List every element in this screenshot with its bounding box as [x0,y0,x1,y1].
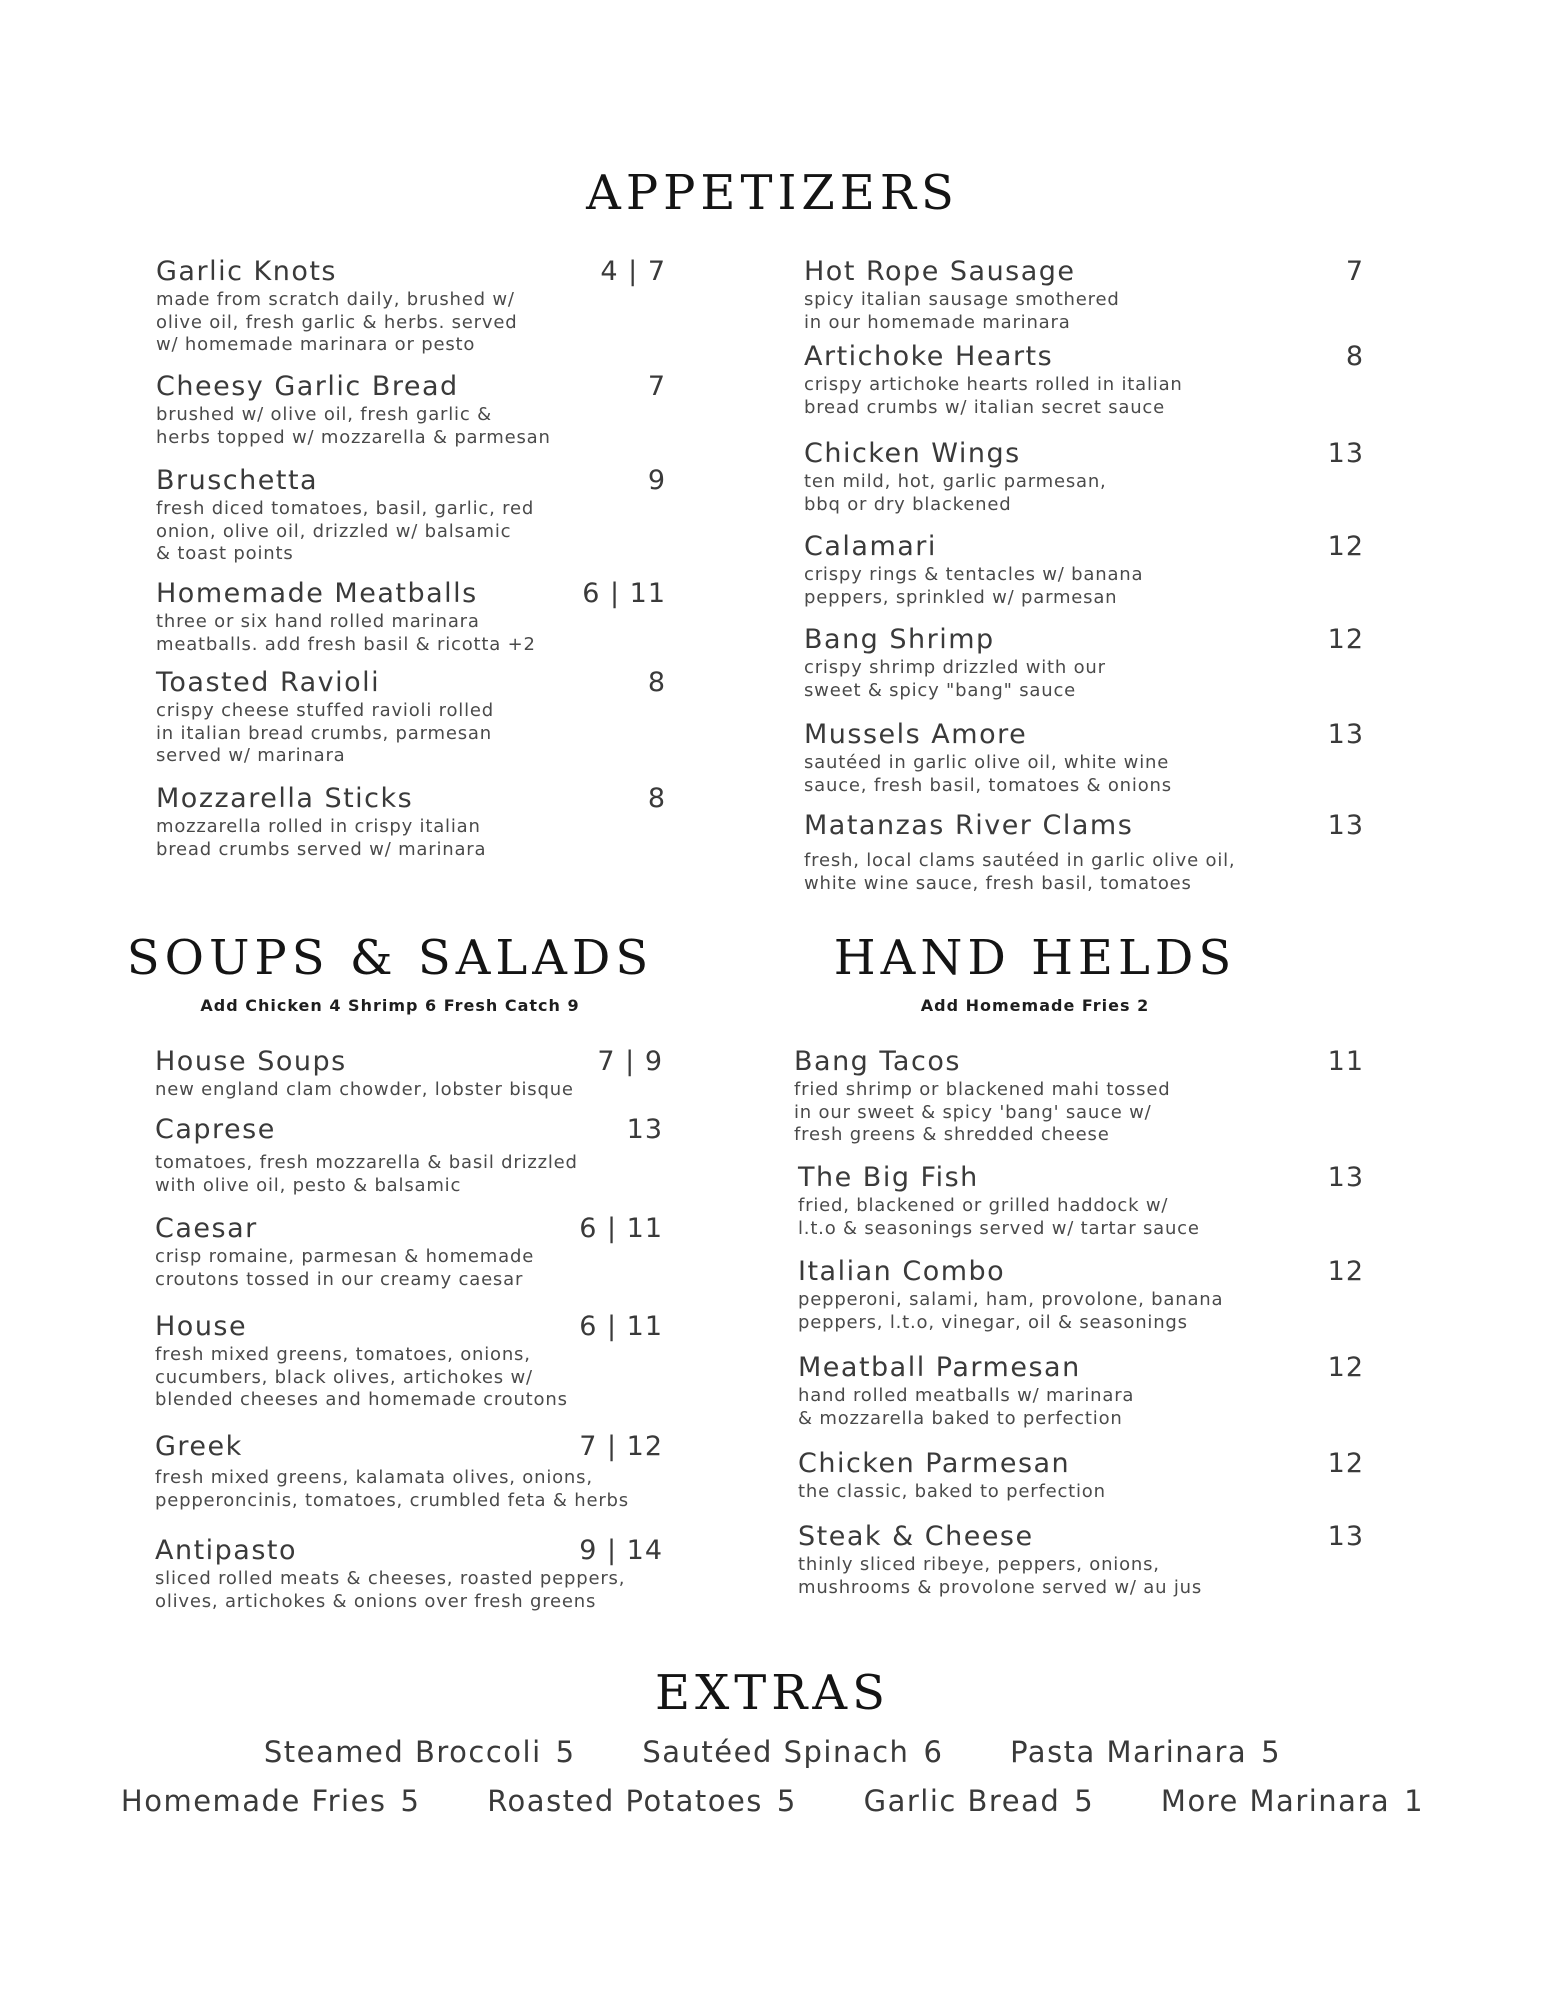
menu-item [156,465,666,566]
extra-price: 5 [1074,1784,1095,1818]
item-name: Matanzas River Clams [804,810,1134,841]
item-name: Bruschetta [156,465,319,496]
item-price: 4 | 7 [600,256,666,287]
item-name: Homemade Meatballs [156,578,478,609]
menu-item [798,1162,1364,1240]
item-name: Bang Tacos [794,1046,961,1077]
extra-item [642,1735,943,1769]
item-description: thinly sliced ribeye, peppers, onions, mushrooms & provolone served w/ au jus [798,1554,1203,1598]
item-name: Caesar [155,1213,258,1244]
item-price: 8 [1345,341,1364,372]
extra-item [864,1784,1095,1818]
item-name: Mussels Amore [804,719,1028,750]
item-name: The Big Fish [798,1162,979,1193]
extra-price: 5 [776,1784,797,1818]
extra-price: 1 [1404,1784,1425,1818]
item-price: 12 [1327,1448,1364,1479]
menu-item [155,1114,663,1197]
item-price: 9 | 14 [579,1535,663,1566]
item-name: Garlic Knots [156,256,337,287]
item-description: sliced rolled meats & cheeses, roasted peppers, olives, artichokes & onions over fresh greens [155,1568,626,1612]
item-price: 13 [1327,719,1364,750]
item-price: 8 [647,667,666,698]
item-name: Cheesy Garlic Bread [156,371,459,402]
extra-item [1010,1735,1281,1769]
menu-item [156,783,666,861]
extra-item [121,1784,421,1818]
item-name: Meatball Parmesan [798,1352,1081,1383]
item-name: Mozzarella Sticks [156,783,414,814]
item-name: Artichoke Hearts [804,341,1054,372]
item-price: 6 | 11 [579,1311,663,1342]
menu-item [804,341,1364,419]
item-price: 7 [647,371,666,402]
item-price: 9 [647,465,666,496]
extra-price: 5 [400,1784,421,1818]
item-price: 13 [626,1114,663,1145]
extra-item [1161,1784,1424,1818]
item-price: 11 [1327,1046,1364,1077]
item-price: 12 [1327,624,1364,655]
menu-item [804,531,1364,609]
extra-price: 5 [1261,1735,1282,1769]
item-description: sautéed in garlic olive oil, white wine sauce, fresh basil, tomatoes & onions [804,752,1172,796]
item-description: new england clam chowder, lobster bisque [155,1079,574,1100]
item-name: Calamari [804,531,937,562]
item-description: crispy shrimp drizzled with our sweet & spicy "bang" sauce [804,657,1106,701]
extras-row [0,1735,1545,1769]
item-price: 13 [1327,1162,1364,1193]
item-name: Chicken Wings [804,438,1021,469]
item-price: 7 | 9 [597,1046,663,1077]
extras-heading: EXTRAS [655,1665,890,1721]
item-price: 6 | 11 [582,578,666,609]
soups-salads-heading: SOUPS & SALADS [126,930,654,986]
item-name: Greek [155,1431,243,1462]
soups-salads-subheading: Add Chicken 4 Shrimp 6 Fresh Catch 9 [200,996,580,1015]
extra-name: Garlic Bread [863,1784,1061,1818]
extra-name: Pasta Marinara [1010,1735,1248,1769]
item-description: three or six hand rolled marinara meatballs. add fresh basil & ricotta +2 [156,611,536,655]
menu-item [156,371,666,449]
menu-item [804,624,1364,702]
item-description: hand rolled meatballs w/ marinara & mozzarella baked to perfection [798,1385,1135,1429]
item-description: pepperoni, salami, ham, provolone, banana peppers, l.t.o, vinegar, oil & seasonings [798,1289,1224,1333]
item-price: 6 | 11 [579,1213,663,1244]
extra-item [264,1735,576,1769]
item-name: Bang Shrimp [804,624,995,655]
appetizers-heading: APPETIZERS [586,165,959,221]
extra-name: Homemade Fries [120,1784,387,1818]
menu-item [798,1256,1364,1334]
item-description: mozzarella rolled in crispy italian bread crumbs served w/ marinara [156,816,487,860]
menu-item [798,1448,1364,1504]
item-description: fried, blackened or grilled haddock w/ l.t.o & seasonings served w/ tartar sauce [798,1195,1200,1239]
item-name: Toasted Ravioli [156,667,381,698]
item-description: fresh mixed greens, kalamata olives, onions, pepperoncinis, tomatoes, crumbled feta & herbs [155,1467,629,1511]
item-price: 12 [1327,1352,1364,1383]
menu-item [798,1352,1364,1430]
hand-helds-heading: HAND HELDS [833,930,1237,986]
item-price: 7 [1345,256,1364,287]
extra-price: 6 [923,1735,944,1769]
item-description: fresh diced tomatoes, basil, garlic, red onion, olive oil, drizzled w/ balsamic & toast points [156,498,535,564]
hand-helds-subheading: Add Homemade Fries 2 [920,996,1150,1015]
item-description: fresh mixed greens, tomatoes, onions, cucumbers, black olives, artichokes w/ blended cheeses and homemade croutons [155,1344,568,1410]
item-price: 12 [1327,531,1364,562]
item-name: House [155,1311,248,1342]
menu-item [804,438,1364,516]
menu-item [156,256,666,357]
menu-item [804,256,1364,334]
item-description: crisp romaine, parmesan & homemade croutons tossed in our creamy caesar [155,1246,535,1290]
item-name: Caprese [155,1114,276,1145]
item-name: Italian Combo [798,1256,1006,1287]
extras-row [0,1784,1545,1818]
item-name: Antipasto [155,1535,298,1566]
menu-item [804,810,1364,895]
item-price: 7 | 12 [579,1431,663,1462]
menu-item [155,1046,663,1102]
menu-item [155,1431,663,1512]
item-description: fresh, local clams sautéed in garlic olive oil, white wine sauce, fresh basil, tomatoes [804,850,1236,894]
extra-name: Steamed Broccoli [263,1735,542,1769]
menu-item [156,578,666,656]
item-description: fried shrimp or blackened mahi tossed in our sweet & spicy 'bang' sauce w/ fresh greens & shredded cheese [794,1079,1171,1145]
item-name: Steak & Cheese [798,1521,1034,1552]
item-name: House Soups [155,1046,347,1077]
extra-price: 5 [555,1735,576,1769]
item-price: 13 [1327,438,1364,469]
item-description: ten mild, hot, garlic parmesan, bbq or dry blackened [804,471,1107,515]
extra-item [487,1784,797,1818]
extra-name: More Marinara [1160,1784,1391,1818]
extra-name: Sautéed Spinach [642,1735,910,1769]
menu-item [155,1311,663,1412]
item-price: 13 [1327,810,1364,841]
item-name: Hot Rope Sausage [804,256,1076,287]
extra-name: Roasted Potatoes [487,1784,763,1818]
menu-item [155,1535,663,1613]
item-description: crispy cheese stuffed ravioli rolled in italian bread crumbs, parmesan served w/ marinara [156,700,494,766]
item-price: 8 [647,783,666,814]
item-name: Chicken Parmesan [798,1448,1071,1479]
item-description: made from scratch daily, brushed w/ olive oil, fresh garlic & herbs. served w/ homemade marinara or pesto [156,289,518,355]
menu-item [794,1046,1364,1147]
item-price: 12 [1327,1256,1364,1287]
menu-item [155,1213,663,1291]
item-description: tomatoes, fresh mozzarella & basil drizzled with olive oil, pesto & balsamic [155,1152,578,1196]
menu-item [798,1521,1364,1599]
item-description: brushed w/ olive oil, fresh garlic & herbs topped w/ mozzarella & parmesan [156,404,551,448]
menu-item [156,667,666,768]
menu-item [804,719,1364,797]
item-description: crispy artichoke hearts rolled in italian bread crumbs w/ italian secret sauce [804,374,1183,418]
item-price: 13 [1327,1521,1364,1552]
item-description: crispy rings & tentacles w/ banana peppers, sprinkled w/ parmesan [804,564,1144,608]
item-description: spicy italian sausage smothered in our homemade marinara [804,289,1120,333]
item-description: the classic, baked to perfection [798,1481,1106,1502]
